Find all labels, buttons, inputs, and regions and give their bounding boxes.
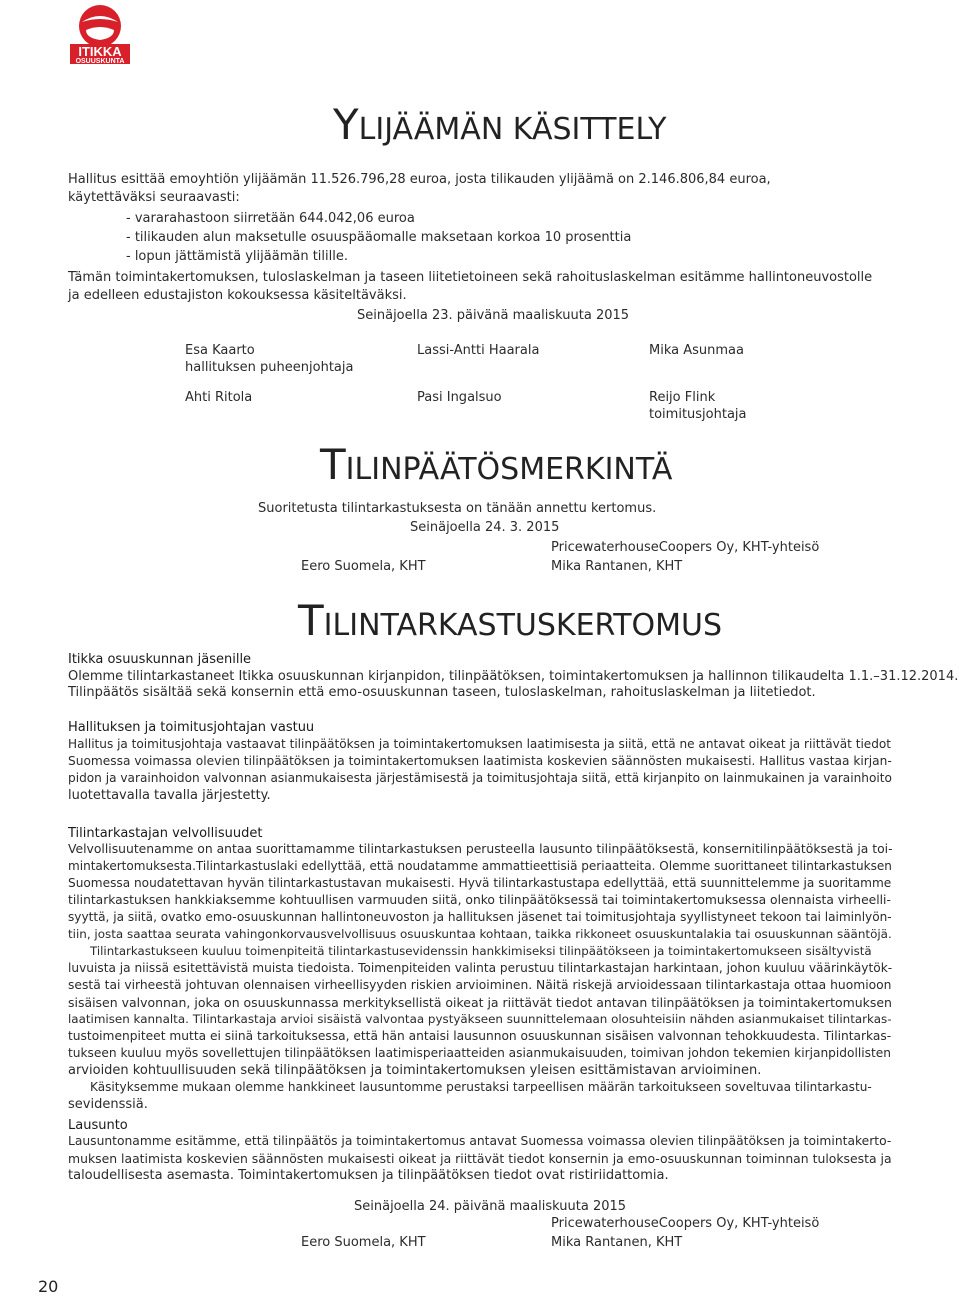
heading-lausunto: Lausunto: [68, 1118, 128, 1133]
auditor-name: Mika Rantanen, KHT: [551, 1235, 683, 1250]
signatory-name: Ahti Ritola: [185, 390, 253, 405]
text-line: Suomessa voimassa olevien tilinpäätöksen ja toimintakertomuksen laatimista koskevien säännösten mukaisesti. Hallitus vastaa kirjan-: [68, 754, 892, 768]
paragraph-lausunto: [68, 1133, 892, 1184]
auditor-name: Eero Suomela, KHT: [301, 1235, 426, 1250]
text-line: tiin, josta saattaa seurata vahingonkorvausvelvollisuus osuuskuntaa kohtaan, taikka rikkoneet osuuskuntalakia tai osuuskunnan sääntöjä.: [68, 927, 892, 941]
text-line: tilintarkastuksen hankkiaksemme kohtuullisen varmuuden siitä, onko tilinpäätöksessä tai toimintakertomuksessa olennaista virheelli-: [68, 893, 891, 907]
paragraph-auditor-duties: [68, 841, 892, 1113]
place-date: Seinäjoella 23. päivänä maaliskuuta 2015: [357, 308, 630, 323]
text-line: laatimisen kannalta. Tilintarkastaja arvioi sisäistä valvontaa pystyäkseen suunnittelemaan olosuhteisiin nähden asianmukaiset tilintarkas-: [68, 1012, 892, 1026]
svg-text:ITIKKA: ITIKKA: [78, 44, 122, 59]
para-line-2: ja edelleen edustajiston kokouksessa käsiteltäväksi.: [68, 288, 407, 303]
text-line: pidon ja varainhoidon valvonnan asianmukaisesta järjestämisestä ja toimitusjohtaja siitä, että kirjanpito on lainmukainen ja varainhoito: [68, 771, 892, 785]
recipient-heading: Itikka osuuskunnan jäsenille: [68, 652, 252, 667]
heading-responsibility: Hallituksen ja toimitusjohtajan vastuu: [68, 720, 315, 735]
text-line: Lausuntonamme esitämme, että tilinpäätös ja toimintakertomus antavat Suomessa voimassa olevien tilinpäätöksen ja toimintakerto-: [68, 1134, 892, 1148]
paragraph-responsibility: [68, 736, 892, 804]
signatory-name: Pasi Ingalsuo: [417, 390, 502, 405]
text-line: sisäisen valvonnan, joka on osuuskunnassa merkityksellistä oikeat ja riittävät tiedot antavan tilinpäätöksen ja toimintakertomuksen: [68, 995, 892, 1010]
audit-firm: PricewaterhouseCoopers Oy, KHT-yhteisö: [551, 540, 820, 555]
text-line: tustoimenpiteet mutta ei siinä tarkoituksessa, että hän antaisi lausunnon osuuskunnan sisäisen valvonnan tehokkuudesta. Tilintarkas-: [68, 1029, 892, 1043]
text-line: sestä tai virheestä johtuvan olennaisen virheellisyyden riskien arvioiminen. Näitä riskejä arvioidessaan tilintarkastaja ottaa huomioon: [68, 978, 892, 992]
section-title-tilinpaatosmerkinta: TILINPÄÄTÖSMERKINTÄ: [320, 440, 673, 489]
section-title-ylijaaman-kasittely: YLIJÄÄMÄN KÄSITTELY: [333, 100, 667, 149]
text-line: Käsityksemme mukaan olemme hankkineet lausuntomme perustaksi tarpeellisen määrän tarkoitukseen soveltuvaa tilintarkastu-: [90, 1080, 872, 1094]
statement: Suoritetusta tilintarkastuksesta on tänään annettu kertomus.: [258, 501, 657, 516]
signatory-name: Reijo Flink: [649, 390, 716, 405]
signatory-role: toimitusjohtaja: [649, 407, 747, 422]
text-line: mintakertomuksesta.Tilintarkastuslaki edellyttää, että noudatamme ammattieettisiä periaatteita. Olemme suorittaneet tilintarkastuksen: [68, 859, 892, 873]
para-line-1: Tämän toimintakertomuksen, tuloslaskelman ja taseen liitetietoineen sekä rahoituslaskelman esitämme hallintoneuvostolle: [68, 270, 873, 285]
text-line: Hallitus ja toimitusjohtaja vastaavat tilinpäätöksen ja toimintakertomuksen laatimisesta ja siitä, että ne antavat oikeat ja riittävät tiedot: [68, 737, 892, 751]
text-line: Velvollisuutenamme on antaa suorittamamme tilintarkastuksen perusteella lausunto tilinpäätöksestä, konsernitilinpäätöksestä ja toi-: [68, 842, 893, 856]
signatory-name: Lassi-Antti Haarala: [417, 343, 540, 358]
place-date: Seinäjoella 24. 3. 2015: [410, 520, 560, 535]
list-item: - vararahastoon siirretään 644.042,06 euroa: [126, 211, 415, 226]
place-date: Seinäjoella 24. päivänä maaliskuuta 2015: [354, 1199, 627, 1214]
text-line: luvuista ja niissä esitettävistä muista tiedoista. Toimenpiteiden valinta perustuu tilintarkastajan harkintaan, johon kuuluu väärinkäytök-: [68, 961, 893, 975]
text-line: syyttä, ja siitä, ovatko emo-osuuskunnan hallintoneuvoston ja hallituksen jäsenet tai toimitusjohtaja syyllistyneet tekoon tai laiminlyön-: [68, 910, 892, 924]
intro-line: Tilinpäätös sisältää sekä konsernin että emo-osuuskunnan taseen, tuloslaskelman, rahoituslaskelman ja liitetiedot.: [68, 685, 816, 700]
list-item: - tilikauden alun maksetulle osuuspääomalle maksetaan korkoa 10 prosenttia: [126, 230, 632, 245]
audit-firm: PricewaterhouseCoopers Oy, KHT-yhteisö: [551, 1216, 820, 1231]
heading-auditor-duties: Tilintarkastajan velvollisuudet: [68, 826, 263, 841]
intro-line: Olemme tilintarkastaneet Itikka osuuskunnan kirjanpidon, tilinpäätöksen, toimintakertomuksen ja hallinnon tilikaudelta 1.1.–31.12.2014.: [68, 669, 959, 684]
signatory-name: Mika Asunmaa: [649, 343, 744, 358]
signatory-role: hallituksen puheenjohtaja: [185, 360, 354, 375]
text-line: arvioiden kohtuullisuuden sekä tilinpäätöksen ja toimintakertomuksen yleisen esittämistavan arvioiminen.: [68, 1063, 762, 1078]
section-title-tilintarkastuskertomus: TILINTARKASTUSKERTOMUS: [298, 596, 723, 645]
page-number: 20: [38, 1277, 59, 1296]
text-line: muksen laatimista koskevien säännösten mukaisesti oikeat ja riittävät tiedot konsernin ja emo-osuuskunnan toiminnan tuloksesta ja: [68, 1151, 892, 1166]
signatory-name: Esa Kaarto: [185, 343, 255, 358]
text-line: Suomessa noudatettavan hyvän tilintarkastustavan mukaisesti. Hyvä tilintarkastustapa edellyttää, että suunnittelemme ja suoritamme: [68, 876, 892, 890]
list-item: - lopun jättämistä ylijäämän tilille.: [126, 249, 348, 264]
text-line: taloudellisesta asemasta. Toimintakertomuksen ja tilinpäätöksen tiedot ovat ristiriidattomia.: [68, 1168, 669, 1183]
text-line: luotettavalla tavalla järjestetty.: [68, 788, 271, 803]
svg-text:OSUUSKUNTA: OSUUSKUNTA: [75, 58, 125, 65]
intro-line-1: Hallitus esittää emoyhtiön ylijäämän 11.526.796,28 euroa, josta tilikauden ylijäämä on 2.146.806,84 euroa,: [68, 172, 771, 187]
itikka-logo: [68, 4, 132, 66]
text-line: Tilintarkastukseen kuuluu toimenpiteitä tilintarkastusevidenssin hankkimiseksi tilinpäätökseen ja toimintakertomukseen sisältyvistä: [90, 944, 872, 958]
intro-line-2: käytettäväksi seuraavasti:: [68, 190, 240, 205]
auditor-name: Mika Rantanen, KHT: [551, 559, 683, 574]
itikka-logo-icon: [68, 4, 132, 66]
auditor-name: Eero Suomela, KHT: [301, 559, 426, 574]
text-line: sevidenssiä.: [68, 1097, 148, 1112]
text-line: tukseen kuuluu myös sovellettujen tilinpäätöksen laatimisperiaatteiden asianmukaisuuden, toimivan johdon tekemien kirjanpidollisten: [68, 1046, 891, 1060]
